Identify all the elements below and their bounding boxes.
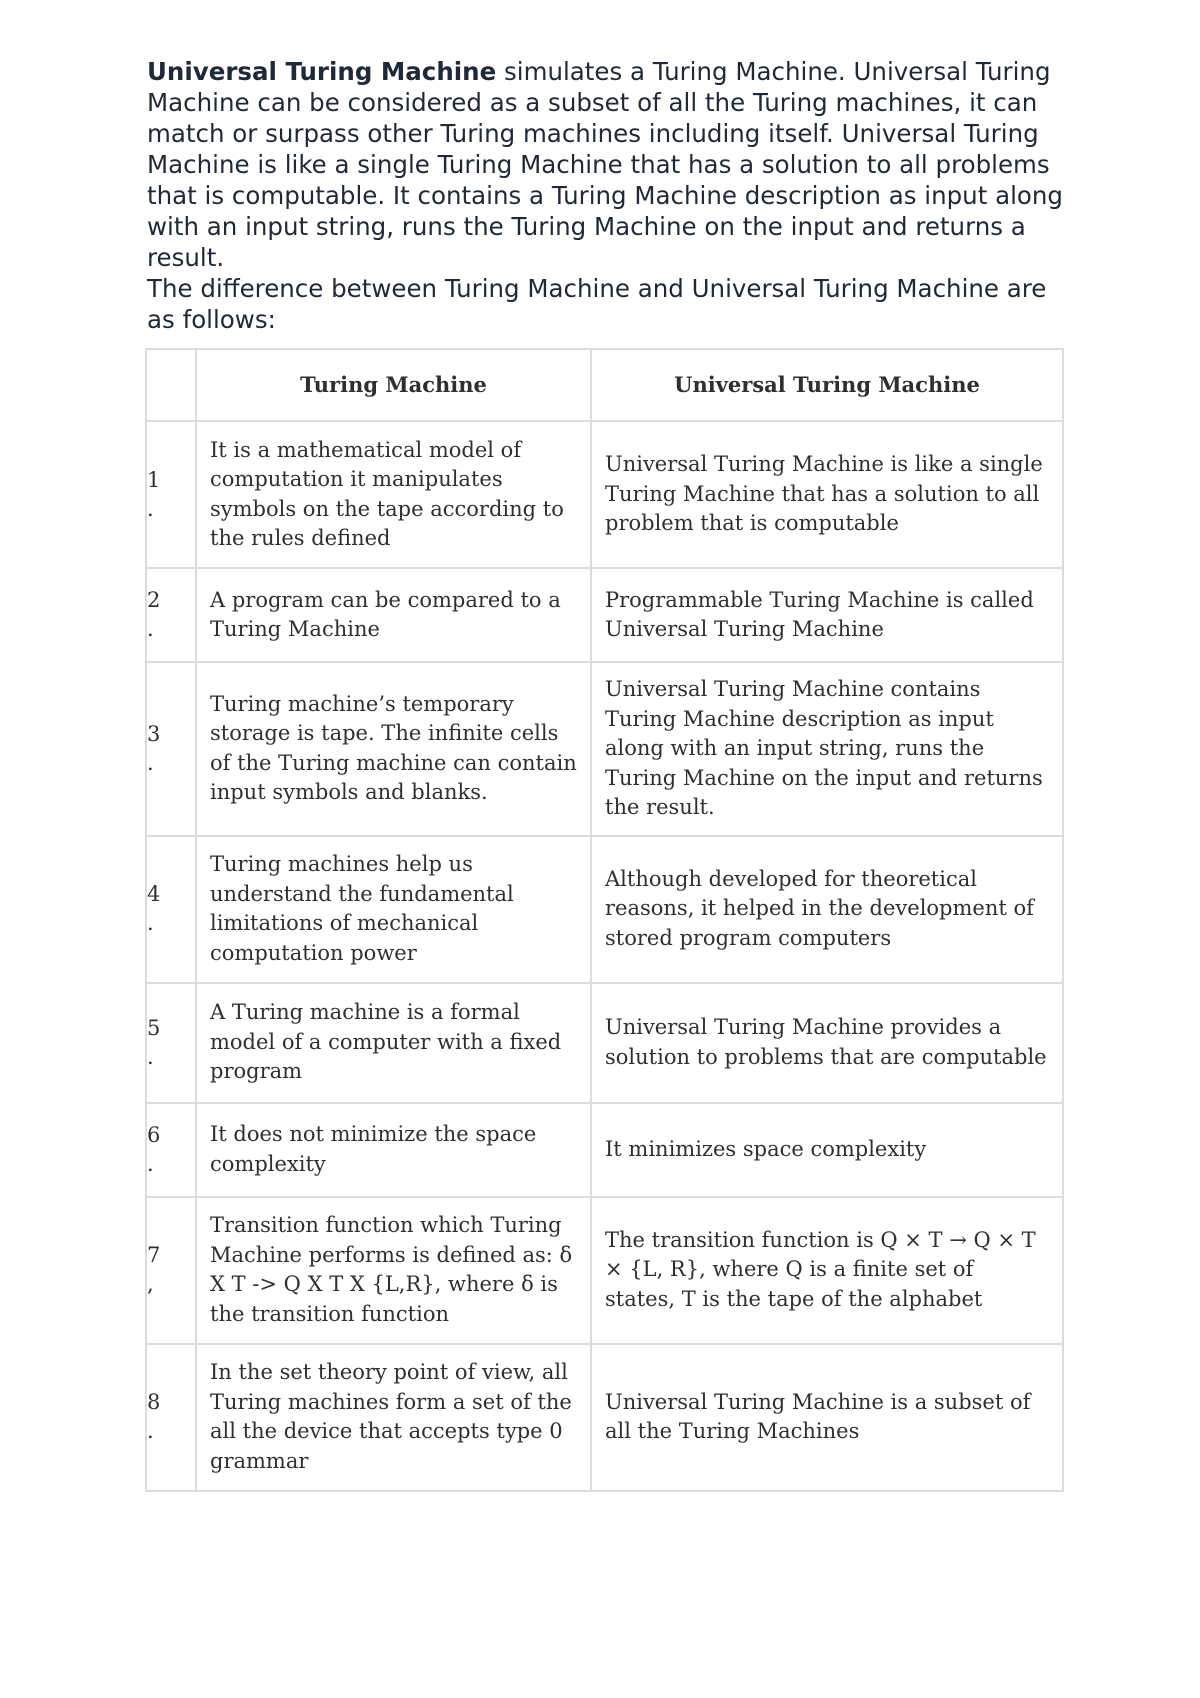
header-number-cell <box>146 349 196 421</box>
header-turing-machine: Turing Machine <box>196 349 591 421</box>
row-number <box>146 568 196 662</box>
table-row <box>146 1103 1063 1197</box>
row-number-mark: . <box>147 1419 154 1443</box>
row-number-mark: . <box>147 617 154 641</box>
intro-paragraph-1-rest: simulates a Turing Machine. Universal Turing Machine can be considered as a subset of all the Turing machines, it can match or surpass other Turing machines including itself. Universal Turing Machine is like a single Turing Machine that has a solution to all problems that is computable. It contains a Turing Machine description as input along with an input string, runs the Turing Machine on the input and returns a result. <box>147 57 1063 272</box>
intro-paragraph-1 <box>147 56 1077 273</box>
row-number-mark: . <box>147 496 154 521</box>
header-universal-turing-machine: Universal Turing Machine <box>591 349 1063 421</box>
turing-machine-cell: It is a mathematical model of computation it manipulates symbols on the tape according to the rules defined <box>196 421 591 568</box>
row-number-mark: . <box>147 1044 154 1069</box>
universal-turing-machine-cell: It minimizes space complexity <box>591 1103 1063 1197</box>
table-row <box>146 983 1063 1103</box>
row-number <box>146 662 196 836</box>
table-row <box>146 421 1063 568</box>
turing-machine-cell: It does not minimize the space complexity <box>196 1103 591 1197</box>
universal-turing-machine-cell: Although developed for theoretical reasons, it helped in the development of stored program computers <box>591 836 1063 983</box>
row-number-mark: . <box>147 911 154 935</box>
row-number <box>146 1197 196 1344</box>
row-number <box>146 421 196 568</box>
universal-turing-machine-cell: Programmable Turing Machine is called Universal Turing Machine <box>591 568 1063 662</box>
row-number-digit: 6 <box>147 1122 161 1147</box>
intro-bold-lead: Universal Turing Machine <box>147 57 497 86</box>
turing-machine-cell: In the set theory point of view, all Turing machines form a set of the all the device that accepts type 0 grammar <box>196 1344 591 1491</box>
table-row <box>146 1344 1063 1491</box>
row-number-digit: 7 <box>147 1243 161 1267</box>
universal-turing-machine-cell: Universal Turing Machine provides a solution to problems that are computable <box>591 983 1063 1103</box>
row-number <box>146 836 196 983</box>
intro-text <box>147 56 1077 335</box>
table-row <box>146 836 1063 983</box>
universal-turing-machine-cell: Universal Turing Machine is like a single Turing Machine that has a solution to all problem that is computable <box>591 421 1063 568</box>
row-number-digit: 3 <box>147 721 161 746</box>
row-number-mark: . <box>147 750 154 775</box>
row-number-digit: 4 <box>147 882 161 906</box>
table-row <box>146 1197 1063 1344</box>
row-number-digit: 8 <box>147 1390 161 1414</box>
universal-turing-machine-cell: The transition function is Q × T → Q × T × {L, R}, where Q is a finite set of states, T is the tape of the alphabet <box>591 1197 1063 1344</box>
row-number <box>146 983 196 1103</box>
turing-machine-cell: A Turing machine is a formal model of a computer with a fixed program <box>196 983 591 1103</box>
turing-machine-cell: A program can be compared to a Turing Machine <box>196 568 591 662</box>
row-number-digit: 1 <box>147 467 161 492</box>
intro-paragraph-2: The difference between Turing Machine and Universal Turing Machine are as follows: <box>147 274 1047 334</box>
turing-machine-cell: Turing machines help us understand the fundamental limitations of mechanical computation power <box>196 836 591 983</box>
row-number-digit: 5 <box>147 1015 161 1040</box>
row-number-mark: , <box>147 1272 154 1296</box>
turing-machine-cell: Transition function which Turing Machine performs is defined as: δ X T -> Q X T X {L,R}, where δ is the transition function <box>196 1197 591 1344</box>
turing-machine-cell: Turing machine’s temporary storage is tape. The infinite cells of the Turing machine can contain input symbols and blanks. <box>196 662 591 836</box>
row-number-mark: . <box>147 1151 154 1176</box>
table-row <box>146 662 1063 836</box>
table-row <box>146 568 1063 662</box>
comparison-table <box>145 348 1064 1492</box>
table-header-row <box>146 349 1063 421</box>
universal-turing-machine-cell: Universal Turing Machine is a subset of all the Turing Machines <box>591 1344 1063 1491</box>
row-number-digit: 2 <box>147 588 161 612</box>
row-number <box>146 1344 196 1491</box>
row-number <box>146 1103 196 1197</box>
universal-turing-machine-cell: Universal Turing Machine contains Turing Machine description as input along with an input string, runs the Turing Machine on the input and returns the result. <box>591 662 1063 836</box>
